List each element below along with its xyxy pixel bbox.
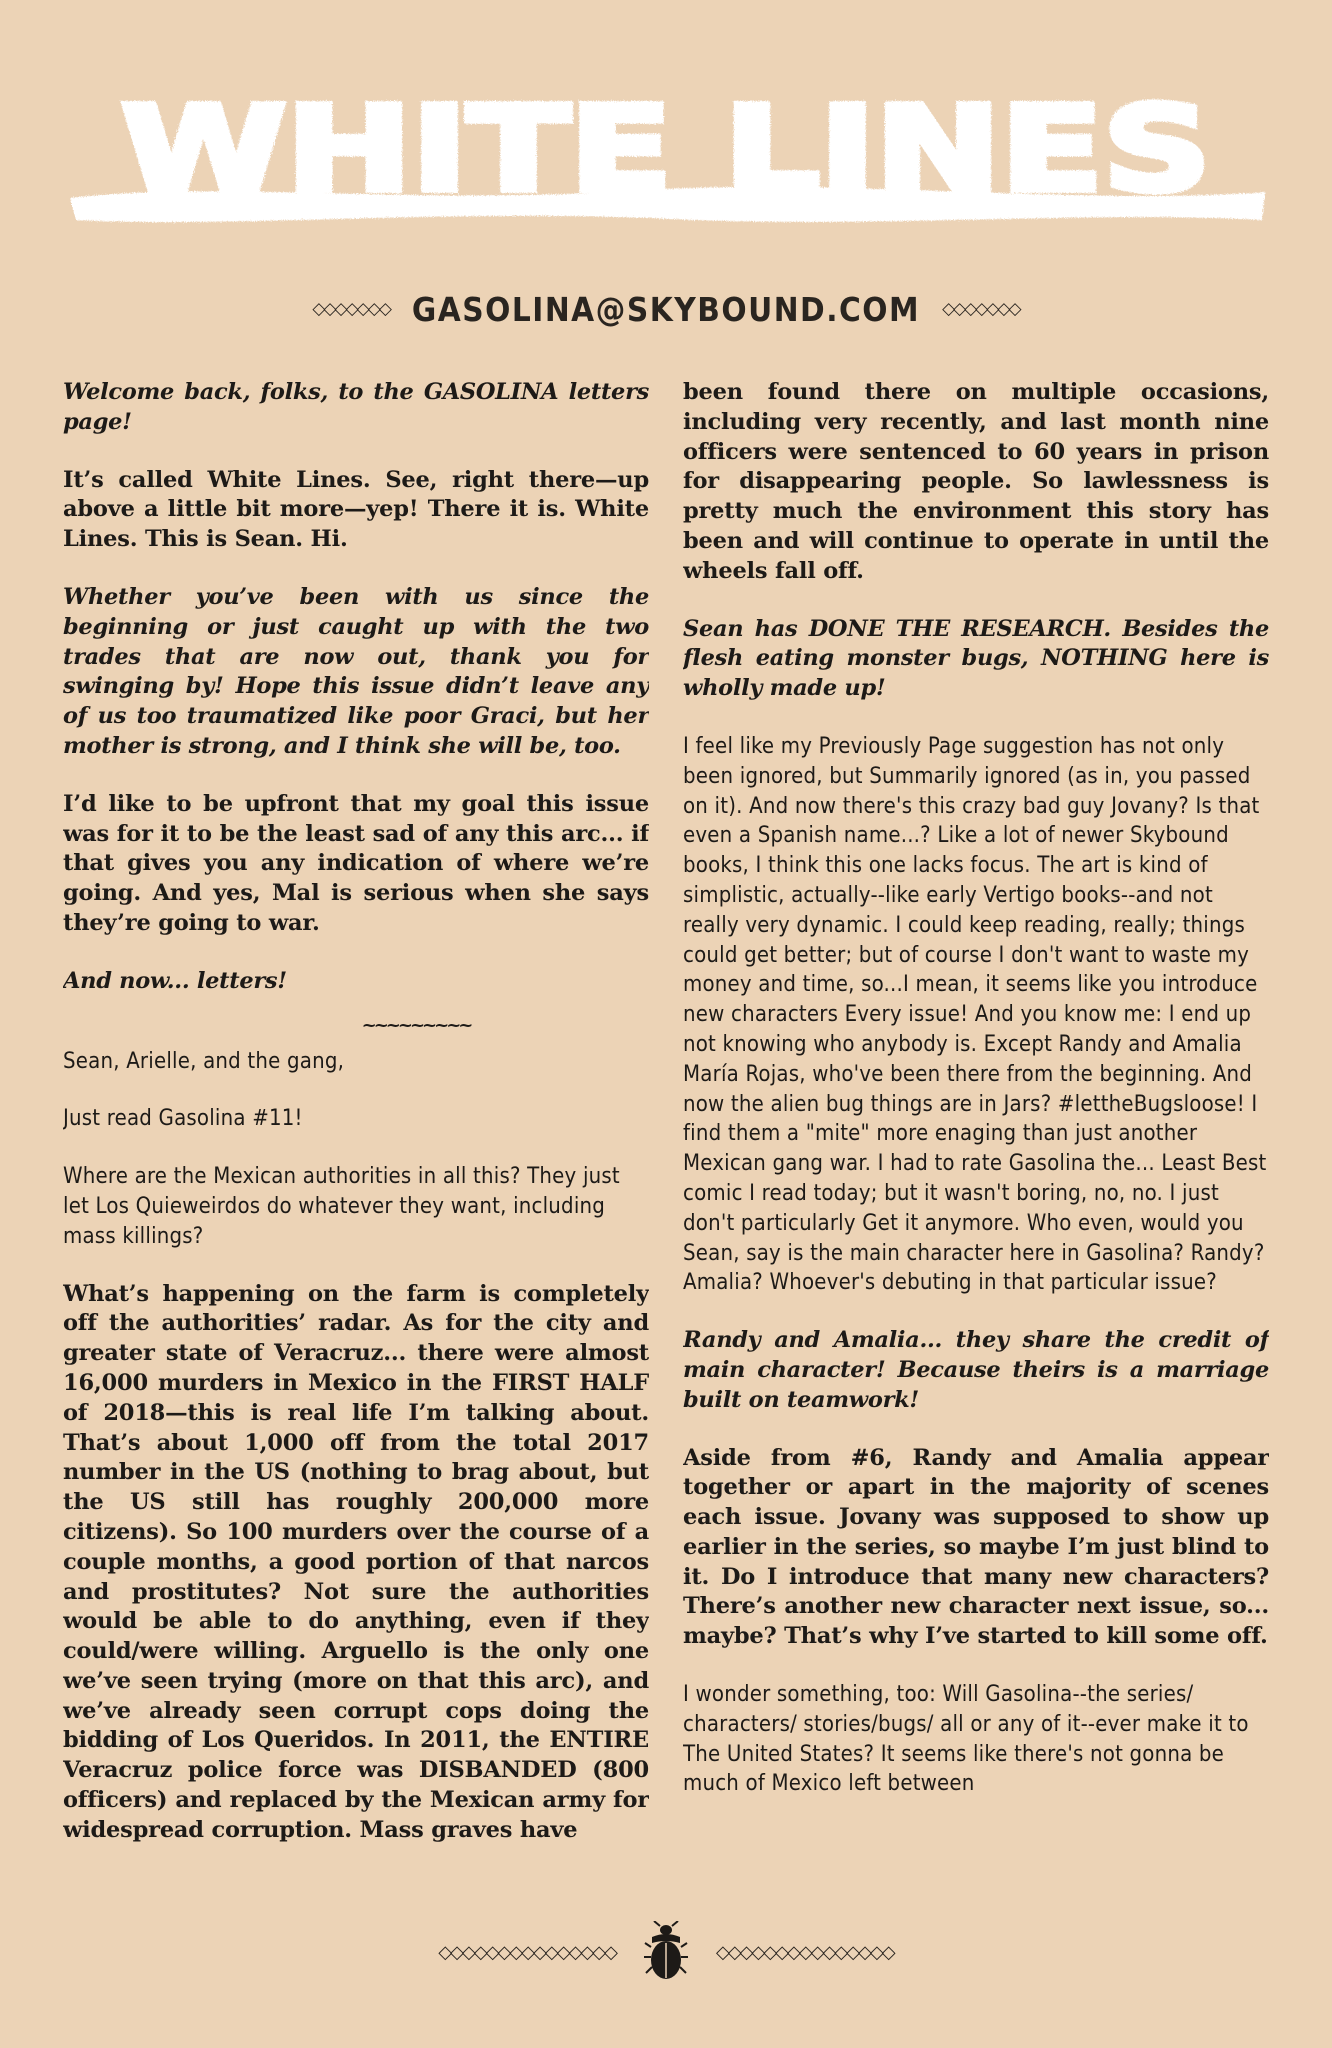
- ornament-right: ◇◇◇◇◇◇◇: [942, 299, 1020, 319]
- section-separator: ~~~~~~~~~: [361, 1014, 471, 1036]
- letter-salutation: Sean, Arielle, and the gang,: [63, 1048, 345, 1074]
- ornament-left: ◇◇◇◇◇◇◇: [312, 299, 390, 319]
- editor-goal: I’d like to be upfront that my goal this issue was for it to be the least sad of any this arc... if that gives you any indication of where we’re going. And yes, Mal is serious when she says they’re going to war.: [63, 790, 649, 936]
- title-text: WHITE LINES: [121, 80, 1211, 218]
- editor-response-cont: been found there on multiple occasions, including very recently, and last month nine officers were sentenced to 60 years in prison for disappearing people. So lawlessness is pretty much the environment this story has been and will continue to operate in until the wheels fall off.: [683, 379, 1269, 584]
- editor-greeting: It’s called White Lines. See, right there—up above a little bit more—yep! There it is. White Lines. This is Sean. Hi.: [63, 466, 649, 553]
- editor-intro: Welcome back, folks, to the GASOLINA letters page!: [63, 379, 649, 435]
- contact-email[interactable]: GASOLINA@SKYBOUND.COM: [411, 289, 921, 329]
- letters-intro: And now... letters!: [63, 967, 287, 994]
- footer-ornament-right: ◇◇◇◇◇◇◇◇◇◇◇◇◇◇◇: [716, 1941, 894, 1963]
- left-column: [63, 378, 649, 1903]
- beetle-icon: [644, 1921, 688, 1983]
- letter-question: Where are the Mexican authorities in all this? They just let Los Quieweirdos do whatever they want, including mass killings?: [63, 1164, 620, 1249]
- editor-response: What’s happening on the farm is completely off the authorities’ radar. As for the city and greater state of Veracruz... there were almost 16,000 murders in Mexico in the FIRST HALF of 2018—this is real life I’m talking about. That’s about 1,000 off from the total 2017 number in the US (nothing to brag about, but the US still has roughly 200,000 more citizens). So 100 murders over the course of a couple months, a good portion of that narcos and prostitutes? Not sure the authorities would be able to do anything, even if they could/were willing. Arguello is the only one we’ve seen trying (more on that this arc), and we’ve already seen corrupt cops doing the bidding of Los Queridos. In 2011, the ENTIRE Veracruz police force was DISBANDED (800 officers) and replaced by the Mexican army for widespread corruption. Mass graves have: [63, 1280, 649, 1843]
- letters-body: [63, 378, 1271, 1903]
- title-graphic: [0, 60, 1332, 240]
- page-footer: [0, 1917, 1332, 1987]
- letter-body: I feel like my Previously Page suggestion has not only been ignored, but Summarily ignored (as in, you passed on it). And now there's this crazy bad guy Jovany? Is that even a Spanish name...? Like a lot of newer Skybound books, I think this one lacks focus. The art is kind of simplistic, actually--like early Vertigo books--and not really very dynamic. I could keep reading, really; things could get better; but of course I don't want to waste my money and time, so...I mean, it seems like you introduce new characters Every issue! And you know me: I end up not knowing who anybody is. Except Randy and Amalia María Rojas, who've been there from the beginning. And now the alien bug things are in Jars? #lettheBugsloose! I find them a "mite" more enaging than just another Mexican gang war. I had to rate Gasolina the... Least Best comic I read today; but it wasn't boring, no, no. I just don't particularly Get it anymore. Who even, would you Sean, say is the main character here in Gasolina? Randy? Amalia? Whoever's debuting in that particular issue?: [683, 733, 1267, 1296]
- footer-ornament-left: ◇◇◇◇◇◇◇◇◇◇◇◇◇◇◇: [438, 1941, 616, 1963]
- page-title: [0, 60, 1332, 240]
- letter-wonder: I wonder something, too: Will Gasolina--the series/ characters/ stories/bugs/ all or any of it--ever make it to The United States? It seems like there's not gonna be much of Mexico left between: [683, 1682, 1249, 1797]
- editor-research-note: Sean has DONE THE RESEARCH. Besides the flesh eating monster bugs, NOTHING here is wholly made up!: [683, 615, 1269, 702]
- editor-thanks: Whether you’ve been with us since the beginning or just caught up with the two trades that are now out, thank you for swinging by! Hope this issue didn’t leave any of us too traumatized like poor Graci, but her mother is strong, and I think she will be, too.: [63, 583, 649, 759]
- editor-main-character: Randy and Amalia... they share the credit of main character! Because theirs is a marriage built on teamwork!: [683, 1327, 1269, 1413]
- letter-line: Just read Gasolina #11!: [63, 1106, 303, 1132]
- right-column: [683, 378, 1269, 1903]
- email-row: [0, 284, 1332, 334]
- editor-response-2: Aside from #6, Randy and Amalia appear together or apart in the majority of scenes each issue. Jovany was supposed to show up earlier in the series, so maybe I’m just blind to it. Do I introduce that many new characters? There’s another new character next issue, so... maybe? That’s why I’ve started to kill some off.: [683, 1444, 1269, 1650]
